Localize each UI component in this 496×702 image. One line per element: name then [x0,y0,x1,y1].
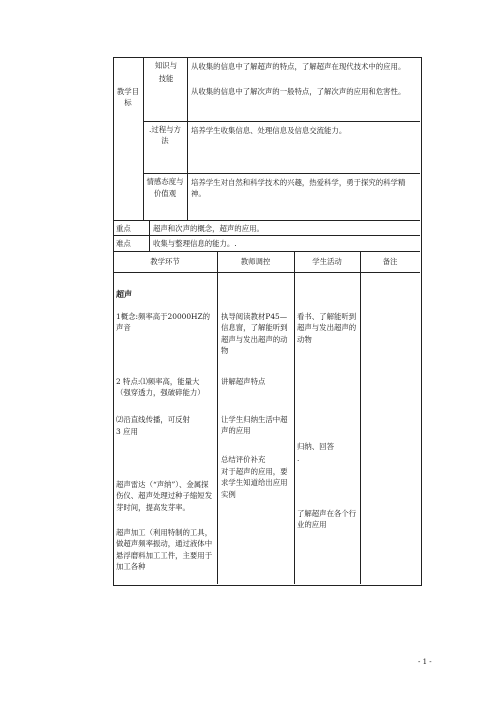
stage-text: 2 特点:⑴频率高，能量大（强穿透力，强破碎能力） [116,377,205,398]
objective-text-knowledge-2: 从收集的信息中了解次声的一般特点，了解次声的应用和危害性。 [191,87,406,96]
difficulty-label: 难点 [116,239,131,248]
objectives-label: 教学目标 [116,87,140,108]
header-remarks: 备注 [382,257,398,266]
rule [143,121,420,122]
section-title: 超声 [116,289,132,299]
stage-text: ⑵沿直线传播，可反射 [116,415,190,424]
rule [294,251,295,584]
teacher-text: 让学生归纳生活中超声的应用 [221,415,288,436]
student-text: . [297,454,300,463]
key-point-text: 超声和次声的概念，超声的应用。 [153,224,264,233]
rule [113,235,420,236]
student-text: 看书、了解能听到超声与发出超声的动物 [297,312,357,344]
rule [143,173,420,174]
rule [187,57,188,220]
student-text: 了解超声在各个行业的应用 [297,509,357,530]
stage-text: 1概念:频率高于20000HZ的声音 [116,312,211,333]
stage-text: 超声雷达（“声纳”）、金属探伤仪、超声处理过种子缩短发芽时间，提高发芽率。 [116,480,213,512]
rule [360,251,361,584]
stage-text: 超声加工（利用特制的工具，做超声频率振动，通过液体中悬浮磨料加工工件，主要用于加工各种 [116,528,213,572]
key-point-label: 重点 [116,224,131,233]
rule [143,57,144,220]
objective-text-attitude: 培养学生对自然和科学技术的兴趣，热爱科学，勇于探究的科学精神。 [191,178,406,199]
rule [113,220,420,221]
objective-label-knowledge: 知识与技能 [154,61,178,83]
rule [113,272,420,273]
teacher-text: 讲解超声特点 [221,377,266,386]
objective-text-process: 培养学生收集信息、处理信息及信息交流能力。 [191,126,347,135]
objective-label-attitude: 情感态度与价值观 [146,177,184,199]
header-teacher-control: 教师调控 [240,257,271,266]
teacher-text: 执导阅读教材P45—信息窗，了解能听到超声与发出超声的动物 [221,312,288,356]
objective-label-process: .过程与方法 [149,125,181,146]
teacher-text: 对于超声的应用，要求学生知道给出应用实例 [221,467,288,499]
header-student-activity: 学生活动 [312,257,342,266]
header-teaching-stage: 教学环节 [150,257,180,266]
objective-text-knowledge-1: 从收集的信息中了解超声的特点，了解超声在现代技术中的应用。 [191,62,406,71]
student-text: 归纳、回答 [297,442,334,451]
teacher-text: 总结评价补充 [221,455,266,464]
rule [113,251,420,252]
rule [217,251,218,584]
difficulty-text: 收集与整理信息的能力。. [153,239,237,248]
page-number: - 1 - [418,658,432,666]
stage-text: 3 应用 [116,427,138,436]
